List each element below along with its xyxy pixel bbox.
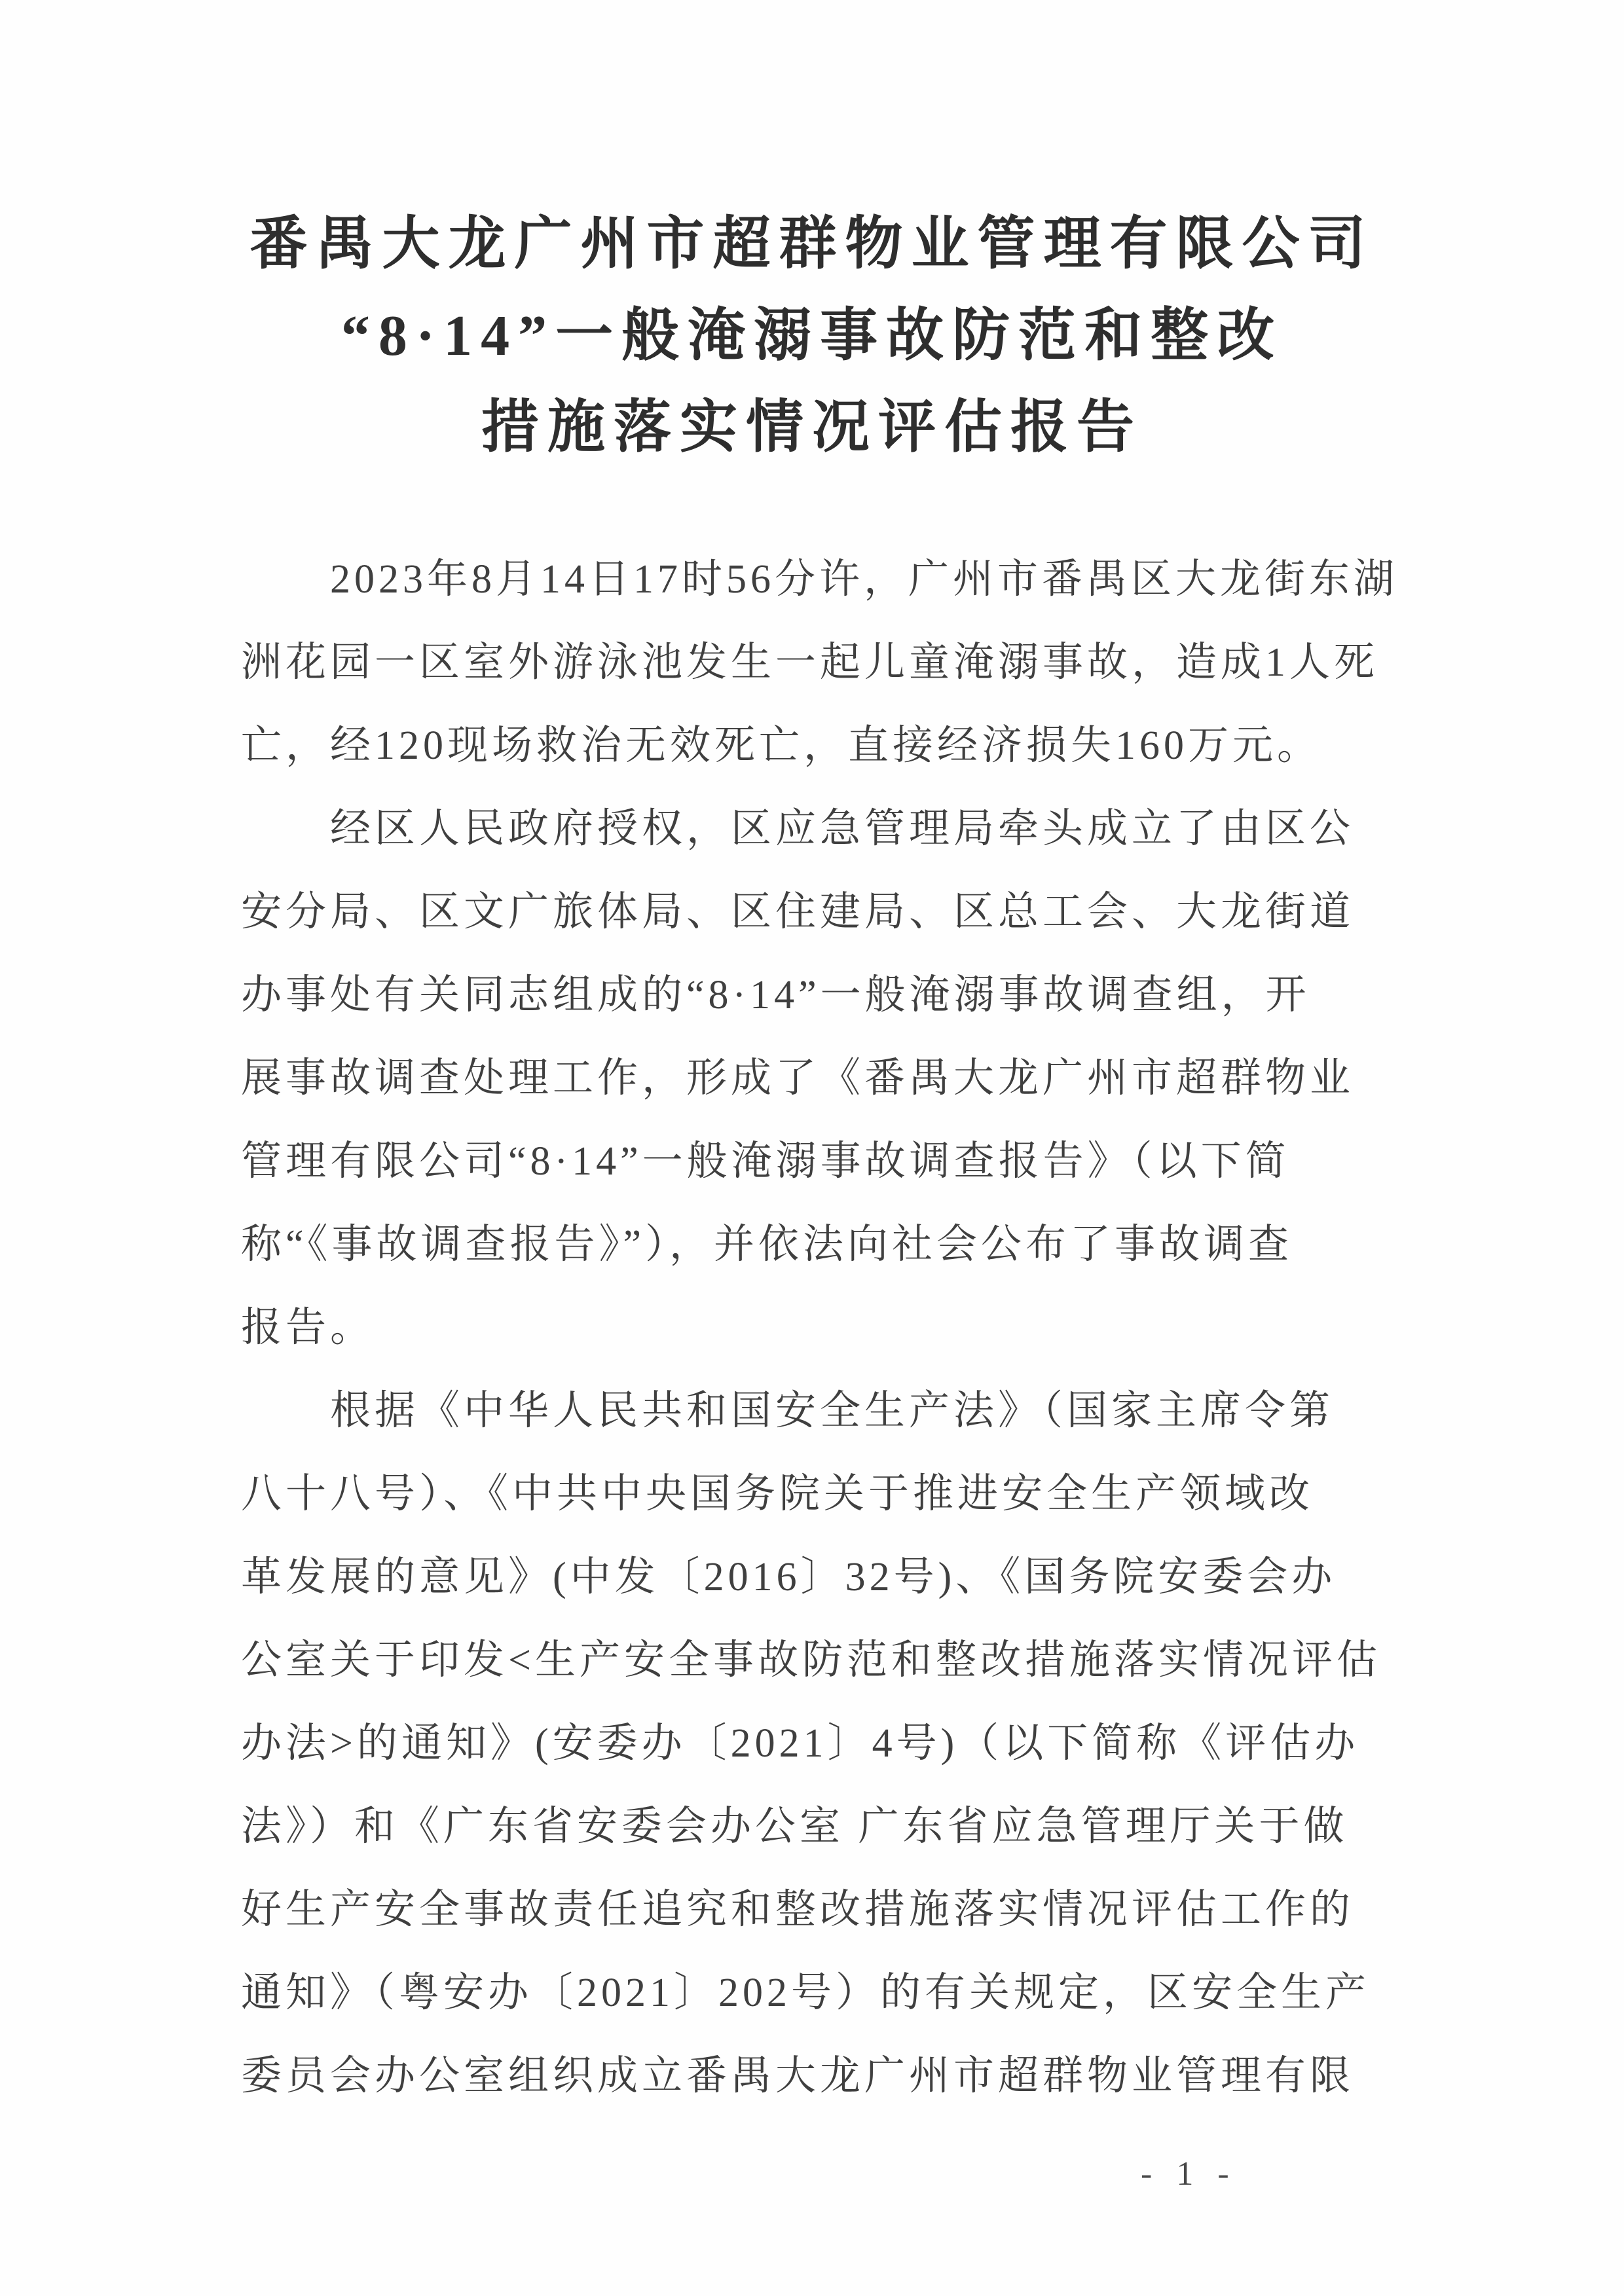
- body-line: 委员会办公室组织成立番禺大龙广州市超群物业管理有限: [241, 2054, 1355, 2098]
- title-line-1: 番禺大龙广州市超群物业管理有限公司: [249, 213, 1375, 276]
- body-line: 报告。: [241, 1305, 375, 1350]
- body-line: 好生产安全事故责任追究和整改措施落实情况评估工作的: [241, 1887, 1355, 1932]
- body-line: 展事故调查处理工作，形成了《番禺大龙广州市超群物业: [241, 1056, 1355, 1101]
- title-line-3: 措施落实情况评估报告: [481, 396, 1143, 460]
- body-line: 根据《中华人民共和国安全生产法》（国家主席令第: [330, 1389, 1335, 1433]
- body-line: 办事处有关同志组成的“8·14”一般淹溺事故调查组，开: [241, 973, 1310, 1017]
- body-line: 亡，经120现场救治无效死亡，直接经济损失160万元。: [241, 723, 1322, 768]
- report-body: [241, 538, 1399, 2118]
- body-line: 经区人民政府授权，区应急管理局牵头成立了由区公: [330, 807, 1355, 851]
- body-line: 办法>的通知》(安委办〔2021〕4号)（以下简称《评估办: [241, 1721, 1359, 1766]
- body-line: 洲花园一区室外游泳池发生一起儿童淹溺事故，造成1人死: [241, 640, 1379, 685]
- body-line: 法》）和《广东省安委会办公室 广东省应急管理厅关于做: [241, 1804, 1348, 1849]
- report-title: [0, 199, 1624, 474]
- page-number: - 1 -: [1141, 2155, 1237, 2193]
- title-line-2: “8·14”一般淹溺事故防范和整改: [341, 304, 1283, 368]
- page-footer: [1141, 2154, 1237, 2195]
- body-line: 通知》（粤安办〔2021〕202号）的有关规定，区安全生产: [241, 1971, 1371, 2015]
- body-line: 安分局、区文广旅体局、区住建局、区总工会、大龙街道: [241, 890, 1355, 934]
- body-line: 管理有限公司“8·14”一般淹溺事故调查报告》（以下简: [241, 1139, 1290, 1184]
- body-line: 称“《事故调查报告》”），并依法向社会公布了事故调查: [241, 1222, 1293, 1267]
- body-line: 革发展的意见》(中发〔2016〕32号)、《国务院安委会办: [241, 1555, 1337, 1599]
- body-line: 2023年8月14日17时56分许，广州市番禺区大龙街东湖: [330, 557, 1399, 602]
- body-line: 八十八号）、《中共中央国务院关于推进安全生产领域改: [241, 1472, 1314, 1516]
- body-line: 公室关于印发<生产安全事故防范和整改措施落实情况评估: [241, 1638, 1381, 1683]
